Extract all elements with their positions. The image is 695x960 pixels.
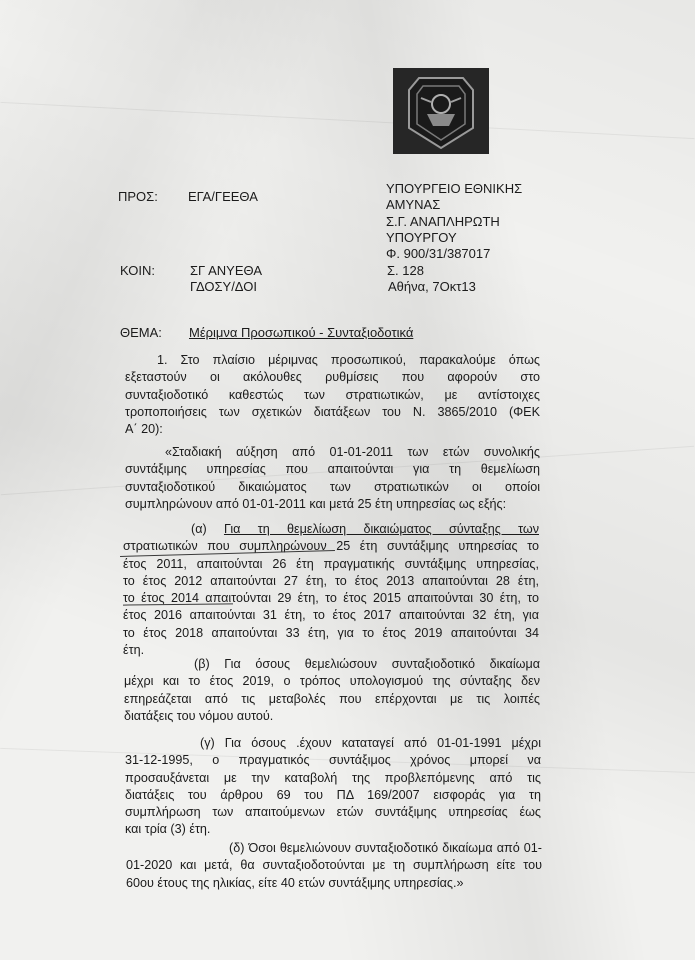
- to-value: ΕΓΑ/ΓΕΕΘΑ: [188, 189, 258, 204]
- text-line: προσαυξάνεται με την καταβολή της προβλεπόμενης από τις: [125, 770, 541, 785]
- text-line: (δ) Όσοι θεμελιώνουν συνταξιοδοτικό δικαίωμα από 01-: [229, 841, 542, 855]
- ministry-emblem-icon: [393, 68, 489, 154]
- document-date: Αθήνα, 7Οκτ13: [388, 279, 476, 294]
- paper-crease: [0, 102, 694, 139]
- sender-line: ΥΠΟΥΡΓΕΙΟ ΕΘΝΙΚΗΣ: [386, 181, 523, 196]
- text-line: έτος 2011, απαιτούνται 26 έτη πραγματικής συντάξιμης υπηρεσίας,: [123, 556, 539, 571]
- text-line: [123, 521, 539, 538]
- text-line: 1. Στο πλαίσιο μέριμνας προσωπικού, παρακαλούμε όπως: [157, 353, 540, 367]
- text-line: το έτος 2018 απαιτούνται 33 έτη, για το έτος 2019 απαιτούνται 34: [123, 625, 539, 640]
- text-line: 60ου έτους της ηλικίας, είτε 40 ετών συντάξιμης υπηρεσίας.»: [126, 875, 464, 890]
- text-line: συνταξιοδοτικό καθεστώς των στρατιωτικών, με αντίστοιχες: [125, 387, 540, 402]
- cc-label: ΚΟΙΝ:: [120, 263, 155, 278]
- item-a-lead: (α): [191, 522, 207, 536]
- text-line: τροποποιήσεις των σχετικών διατάξεων του Ν. 3865/2010 (ΦΕΚ: [125, 404, 540, 419]
- subject-label: ΘΕΜΑ:: [120, 325, 162, 340]
- item-a-underlined: Για τη θεμελίωση δικαιώματος σύνταξης των: [223, 522, 539, 536]
- text-line: Α΄ 20):: [125, 422, 163, 437]
- paragraph-1: [125, 352, 540, 438]
- text-line: «Σταδιακή αύξηση από 01-01-2011 των ετών συνολικής: [165, 445, 540, 459]
- text-line: το έτος 2014 απαιτούνται 29 έτη, το έτος 2015 απαιτούνται 30 έτη, το: [123, 591, 539, 606]
- sender-line: Σ.Γ. ΑΝΑΠΛΗΡΩΤΗ: [386, 214, 500, 229]
- text-line: έτος 2016 απαιτούνται 31 έτη, το έτος 2017 απαιτούνται 32 έτη, για: [123, 608, 539, 623]
- text-line: έτη.: [123, 643, 145, 658]
- text-line: στρατιωτικών που συμπληρώνουν 25 έτη συντάξιμης υπηρεσίας το: [123, 539, 539, 554]
- sender-line: ΥΠΟΥΡΓΟΥ: [386, 230, 457, 245]
- to-label: ΠΡΟΣ:: [118, 189, 158, 204]
- quote-intro: [125, 444, 540, 513]
- text-line: διατάξεις του άρθρου 69 του ΠΔ 169/2007 εισφοράς για τη: [125, 787, 541, 802]
- text-line: και τρία (3) έτη.: [125, 822, 211, 837]
- section-number: Σ. 128: [387, 263, 424, 278]
- item-a: [123, 521, 539, 659]
- text-line: (γ) Για όσους .έχουν καταταγεί από 01-01-1991 μέχρι: [200, 736, 541, 750]
- subject-text: Μέριμνα Προσωπικού - Συνταξιοδοτικά: [189, 325, 414, 340]
- cc-line: ΓΔΟΣΥ/ΔΟΙ: [190, 279, 257, 294]
- text-line: συμπληρώνουν από 01-01-2011 και μετά 25 έτη υπηρεσίας ως εξής:: [125, 496, 507, 511]
- file-number: Φ. 900/31/387017: [386, 246, 491, 261]
- text-line: διατάξεις του νόμου αυτού.: [124, 708, 274, 723]
- cc-line: ΣΓ ΑΝΥΕΘΑ: [190, 263, 263, 278]
- item-b: [124, 656, 540, 725]
- text-line: εξεταστούν οι ακόλουθες ρυθμίσεις που αφορούν στο: [125, 370, 540, 385]
- text-line: 31-12-1995, ο πραγματικός συντάξιμος χρόνος μπορεί να: [125, 753, 541, 768]
- text-line: συμπλήρωση των απαιτούμενων ετών συντάξιμης υπηρεσίας έως: [125, 805, 541, 820]
- text-line: συνταξιοδοτικού δικαιώματος των στρατιωτικών οι οποίοι: [125, 479, 540, 494]
- item-c: [125, 735, 541, 839]
- text-line: επηρεάζεται από τις μεταβολές που επέρχονται με τις λοιπές: [124, 691, 540, 706]
- sender-line: ΑΜΥΝΑΣ: [386, 197, 441, 212]
- text-line: το έτος 2012 απαιτούνται 27 έτη, το έτος 2013 απαιτούνται 28 έτη,: [123, 573, 539, 588]
- text-line: (β) Για όσους θεμελιώσουν συνταξιοδοτικό δικαίωμα: [194, 657, 540, 671]
- text-line: 01-2020 και μετά, θα συνταξιοδοτούνται με τη συμπλήρωση είτε του: [126, 858, 542, 873]
- text-line: συντάξιμης υπηρεσίας που απαιτούνται για τη θεμελίωση: [125, 462, 540, 477]
- item-d: [126, 840, 542, 892]
- text-line: μέχρι και το έτος 2019, ο τρόπος υπολογισμού της σύνταξης δεν: [124, 674, 540, 689]
